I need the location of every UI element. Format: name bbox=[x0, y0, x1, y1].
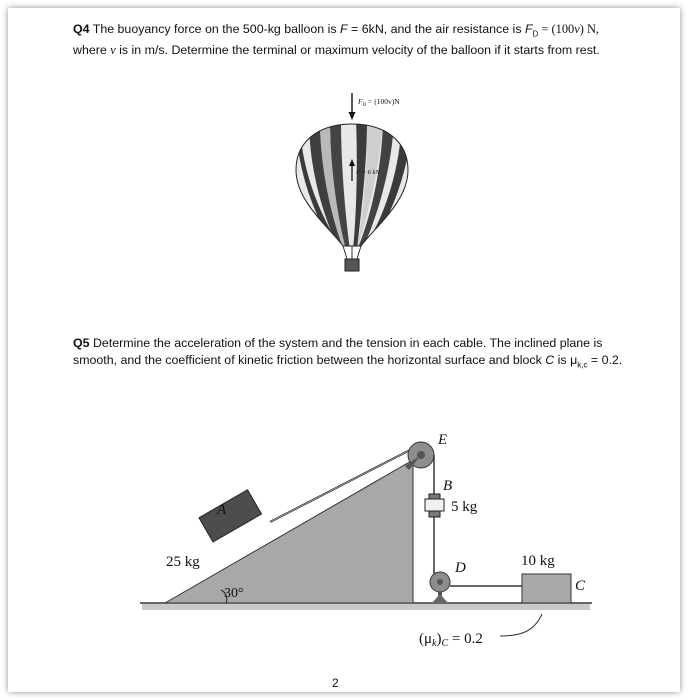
q5-sub-kc: k,c bbox=[577, 360, 588, 370]
block-b-label: B bbox=[443, 478, 453, 494]
friction-leader-line bbox=[500, 614, 542, 636]
q4-text-b: = 6kN, and the air resistance is bbox=[347, 22, 525, 36]
incline-angle-label: 30° bbox=[224, 586, 244, 601]
pulley-e-label: E bbox=[438, 432, 448, 448]
ground-hatching bbox=[142, 604, 590, 610]
q4-var-v2: v bbox=[110, 43, 116, 58]
q4-text-f: is in m/s. Determine the terminal or maximum velocity of the balloon if it starts from rest. bbox=[115, 43, 600, 58]
buoyancy-force-label: F = 6 kN bbox=[356, 169, 380, 176]
block-a bbox=[199, 490, 261, 542]
q4-sub-d: D bbox=[532, 29, 539, 39]
q4-var-fd: F bbox=[524, 22, 533, 36]
block-a-mass: 25 kg bbox=[166, 554, 200, 570]
q5-text-b: smooth, and the coefficient of kinetic friction between the horizontal surface and block bbox=[73, 353, 546, 367]
page-number: 2 bbox=[332, 676, 339, 690]
q4-text-e: where bbox=[73, 43, 111, 58]
q5-label: Q5 bbox=[73, 336, 90, 350]
block-c-mass: 10 kg bbox=[521, 553, 555, 569]
q4-var-v: v bbox=[574, 22, 580, 36]
q4-label: Q4 bbox=[73, 22, 90, 36]
q5-text-a: Determine the acceleration of the system and the tension in each cable. The inclined plane is bbox=[92, 336, 603, 350]
q4-text-a: The buoyancy force on the 500-kg balloon is bbox=[92, 22, 341, 36]
block-b-mass: 5 kg bbox=[451, 499, 478, 515]
inclined-plane bbox=[165, 460, 413, 603]
block-c-label: C bbox=[575, 578, 586, 594]
q4-text-c: = (100 bbox=[538, 22, 575, 36]
friction-coefficient-label: $(\mu_k)_C = 0.2$ bbox=[419, 631, 483, 649]
drag-force-label: $F_D = (100v)N$ bbox=[358, 97, 400, 108]
q5-text-d: = 0.2. bbox=[587, 353, 623, 367]
block-c bbox=[522, 574, 571, 603]
q4-var-f: F bbox=[340, 22, 348, 36]
q5-var-c: C bbox=[545, 353, 555, 367]
q5-text-c: is μ bbox=[554, 353, 578, 367]
pulley-d-label: D bbox=[455, 560, 466, 576]
block-a-label: A bbox=[217, 502, 227, 518]
q4-text-d: ) N, bbox=[579, 22, 599, 36]
